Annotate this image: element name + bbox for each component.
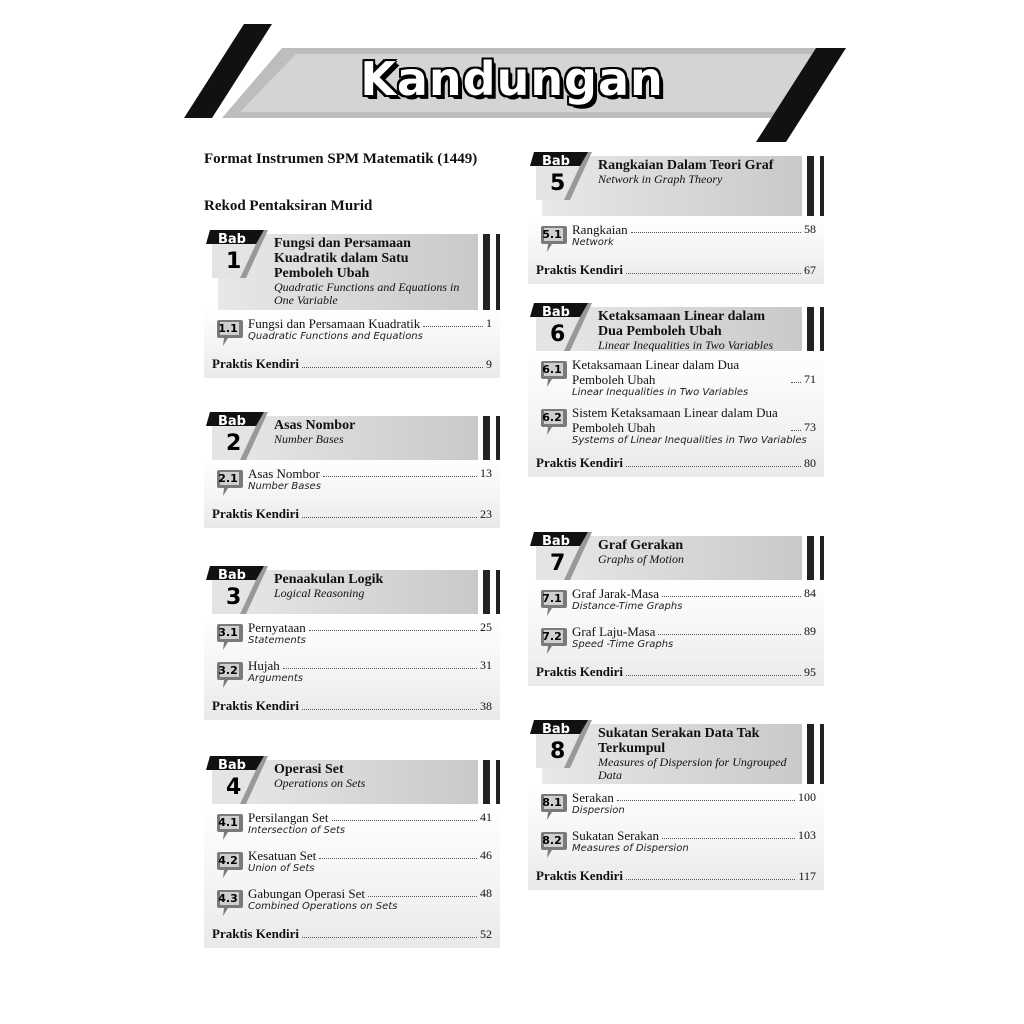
section-number: 8.1 bbox=[542, 796, 562, 809]
chapter-header bbox=[528, 532, 824, 580]
leader-dots bbox=[626, 879, 795, 880]
chapter-2 bbox=[204, 412, 500, 528]
leader-dots bbox=[302, 937, 477, 938]
chapter-8 bbox=[528, 720, 824, 890]
page-number: 84 bbox=[804, 586, 816, 600]
bab-badge bbox=[206, 756, 264, 804]
chapter-header bbox=[204, 230, 500, 310]
chapter-body bbox=[528, 784, 824, 890]
chapter-subtitle: Graphs of Motion bbox=[598, 552, 685, 566]
chapter-body bbox=[204, 614, 500, 720]
section-number: 4.1 bbox=[218, 816, 238, 829]
bab-badge bbox=[206, 230, 264, 278]
chapter-subtitle: Quadratic Functions and Equations in One Variable bbox=[274, 280, 460, 307]
section-number: 4.3 bbox=[218, 892, 238, 905]
bab-badge bbox=[530, 152, 588, 200]
praktis-kendiri-item[interactable] bbox=[536, 260, 816, 280]
chapter-number: 5 bbox=[550, 171, 566, 196]
bab-label: Bab bbox=[218, 568, 246, 583]
section-title: Graf Laju-Masa bbox=[572, 624, 656, 639]
leader-dots bbox=[662, 596, 801, 597]
chapter-subtitle: Number Bases bbox=[274, 432, 344, 446]
chapter-header bbox=[204, 566, 500, 614]
section-item[interactable] bbox=[536, 828, 816, 860]
praktis-kendiri-item[interactable] bbox=[212, 354, 492, 374]
section-item[interactable] bbox=[212, 316, 492, 348]
section-title: Sukatan Serakan bbox=[572, 828, 660, 843]
section-subtitle: Measures of Dispersion bbox=[572, 843, 689, 854]
chapter-header bbox=[528, 720, 824, 784]
chapter-title: Rangkaian Dalam Teori Graf Network in Graph Theory bbox=[598, 158, 788, 186]
section-subtitle: Quadratic Functions and Equations bbox=[248, 331, 423, 342]
chapter-title: Graf Gerakan Graphs of Motion bbox=[598, 538, 788, 566]
section-item[interactable] bbox=[212, 658, 492, 690]
chapter-header bbox=[528, 303, 824, 351]
bab-badge bbox=[206, 566, 264, 614]
section-title: Ketaksamaan Linear dalam Dua Pemboleh Ubah bbox=[572, 357, 740, 387]
section-number: 2.1 bbox=[218, 472, 238, 485]
praktis-kendiri-item[interactable] bbox=[212, 696, 492, 716]
chapter-subtitle: Logical Reasoning bbox=[274, 586, 365, 600]
section-number: 6.1 bbox=[542, 363, 562, 376]
section-subtitle: Combined Operations on Sets bbox=[248, 901, 398, 912]
chapter-title: Asas Nombor Number Bases bbox=[274, 418, 464, 446]
section-item[interactable] bbox=[212, 886, 492, 918]
section-item[interactable] bbox=[212, 620, 492, 652]
page-number: 103 bbox=[798, 828, 816, 842]
praktis-label: Praktis Kendiri bbox=[212, 506, 300, 521]
section-title: Persilangan Set bbox=[248, 810, 329, 825]
section-number: 7.1 bbox=[542, 592, 562, 605]
leader-dots bbox=[631, 232, 801, 233]
section-subtitle: Systems of Linear Inequalities in Two Variables bbox=[572, 435, 807, 446]
section-number: 8.2 bbox=[542, 834, 562, 847]
leader-dots bbox=[368, 896, 477, 897]
praktis-kendiri-item[interactable] bbox=[212, 924, 492, 944]
leader-dots bbox=[319, 858, 477, 859]
chapter-number: 7 bbox=[550, 551, 566, 576]
chapter-header bbox=[528, 152, 824, 216]
page-number: 58 bbox=[804, 222, 816, 236]
section-title: Pernyataan bbox=[248, 620, 306, 635]
chapter-7 bbox=[528, 532, 824, 686]
chapter-number: 3 bbox=[226, 585, 242, 610]
section-subtitle: Number Bases bbox=[248, 481, 321, 492]
praktis-kendiri-item[interactable] bbox=[536, 866, 816, 886]
page-number: 38 bbox=[480, 699, 492, 713]
chapter-title: Operasi Set Operations on Sets bbox=[274, 762, 464, 790]
section-number: 3.1 bbox=[218, 626, 238, 639]
praktis-label: Praktis Kendiri bbox=[536, 455, 624, 470]
praktis-label: Praktis Kendiri bbox=[212, 926, 300, 941]
chapter-body bbox=[528, 216, 824, 284]
leader-dots bbox=[302, 709, 477, 710]
chapter-number: 8 bbox=[550, 739, 566, 764]
chapter-header bbox=[204, 412, 500, 460]
page-number: 80 bbox=[804, 456, 816, 470]
page-number: 73 bbox=[804, 420, 816, 434]
bab-label: Bab bbox=[218, 232, 246, 247]
bab-label: Bab bbox=[542, 722, 570, 737]
chapter-number: 6 bbox=[550, 322, 566, 347]
page-number: 71 bbox=[804, 372, 816, 386]
page-number: 13 bbox=[480, 466, 492, 480]
section-title: Sistem Ketaksamaan Linear dalam Dua Pemboleh Ubah bbox=[572, 405, 778, 435]
section-item[interactable] bbox=[212, 848, 492, 880]
section-item[interactable] bbox=[536, 624, 816, 656]
section-item[interactable] bbox=[536, 222, 816, 254]
chapter-4 bbox=[204, 756, 500, 948]
section-subtitle: Statements bbox=[248, 635, 306, 646]
section-item[interactable] bbox=[536, 357, 816, 399]
section-title: Gabungan Operasi Set bbox=[248, 886, 365, 901]
bab-label: Bab bbox=[218, 414, 246, 429]
leader-dots bbox=[658, 634, 801, 635]
chapter-1 bbox=[204, 230, 500, 378]
bab-label: Bab bbox=[542, 305, 570, 320]
section-subtitle: Arguments bbox=[248, 673, 303, 684]
section-title: Fungsi dan Persamaan Kuadratik bbox=[248, 316, 421, 331]
chapter-title: Ketaksamaan Linear dalam Dua Pemboleh Ubah Linear Inequalities in Two Variables bbox=[598, 309, 788, 352]
praktis-label: Praktis Kendiri bbox=[212, 698, 300, 713]
chapter-body bbox=[204, 310, 500, 378]
section-subtitle: Speed -Time Graphs bbox=[572, 639, 674, 650]
bab-badge bbox=[530, 303, 588, 351]
leader-dots bbox=[791, 430, 801, 431]
section-subtitle: Dispersion bbox=[572, 805, 625, 816]
leader-dots bbox=[323, 476, 477, 477]
leader-dots bbox=[283, 668, 477, 669]
page-number: 48 bbox=[480, 886, 492, 900]
leader-dots bbox=[302, 367, 483, 368]
page-number: 95 bbox=[804, 665, 816, 679]
chapter-header bbox=[204, 756, 500, 804]
leader-dots bbox=[626, 273, 801, 274]
chapter-body bbox=[204, 804, 500, 948]
bab-badge bbox=[206, 412, 264, 460]
chapter-5 bbox=[528, 152, 824, 284]
section-item[interactable] bbox=[212, 810, 492, 842]
section-subtitle: Intersection of Sets bbox=[248, 825, 346, 836]
section-title: Hujah bbox=[248, 658, 280, 673]
section-subtitle: Distance-Time Graphs bbox=[572, 601, 683, 612]
praktis-kendiri-item[interactable] bbox=[536, 662, 816, 682]
section-title: Asas Nombor bbox=[248, 466, 320, 481]
leader-dots bbox=[332, 820, 477, 821]
leader-dots bbox=[662, 838, 795, 839]
section-subtitle: Union of Sets bbox=[248, 863, 315, 874]
section-title: Graf Jarak-Masa bbox=[572, 586, 659, 601]
chapter-subtitle: Operations on Sets bbox=[274, 776, 366, 790]
chapter-3 bbox=[204, 566, 500, 720]
chapter-number: 2 bbox=[226, 431, 242, 456]
chapter-6 bbox=[528, 303, 824, 477]
chapter-title: Sukatan Serakan Data Tak Terkumpul Measures of Dispersion for Ungrouped Data bbox=[598, 726, 787, 782]
chapter-subtitle: Measures of Dispersion for Ungrouped Data bbox=[598, 755, 787, 782]
chapter-subtitle: Linear Inequalities in Two Variables bbox=[598, 338, 774, 352]
section-subtitle: Linear Inequalities in Two Variables bbox=[572, 387, 749, 398]
section-number: 1.1 bbox=[218, 322, 238, 335]
leader-dots bbox=[617, 800, 795, 801]
section-item[interactable] bbox=[536, 405, 816, 447]
section-title: Serakan bbox=[572, 790, 614, 805]
section-number: 5.1 bbox=[542, 228, 562, 241]
page-number: 31 bbox=[480, 658, 492, 672]
chapter-body bbox=[204, 460, 500, 528]
leader-dots bbox=[626, 466, 801, 467]
page-number: 67 bbox=[804, 263, 816, 277]
bab-label: Bab bbox=[542, 154, 570, 169]
leader-dots bbox=[309, 630, 477, 631]
chapter-title: Fungsi dan Persamaan Kuadratik dalam Satu Pemboleh Ubah Quadratic Functions and Equations in One Variable bbox=[274, 236, 464, 307]
bab-label: Bab bbox=[218, 758, 246, 773]
section-item[interactable] bbox=[536, 586, 816, 618]
page-number: 9 bbox=[486, 357, 492, 371]
leader-dots bbox=[791, 382, 801, 383]
section-number: 7.2 bbox=[542, 630, 562, 643]
chapter-subtitle: Network in Graph Theory bbox=[598, 172, 723, 186]
chapter-body bbox=[528, 351, 824, 477]
page-number: 117 bbox=[798, 869, 816, 883]
praktis-label: Praktis Kendiri bbox=[212, 356, 300, 371]
chapter-number: 4 bbox=[226, 775, 242, 800]
section-item[interactable] bbox=[536, 790, 816, 822]
leader-dots bbox=[626, 675, 801, 676]
page-number: 89 bbox=[804, 624, 816, 638]
chapter-number: 1 bbox=[226, 249, 242, 274]
section-item[interactable] bbox=[212, 466, 492, 498]
page-number: 25 bbox=[480, 620, 492, 634]
section-number: 4.2 bbox=[218, 854, 238, 867]
page-number: 1 bbox=[486, 316, 492, 330]
bab-label: Bab bbox=[542, 534, 570, 549]
leader-dots bbox=[302, 517, 477, 518]
chapter-title: Penaakulan Logik Logical Reasoning bbox=[274, 572, 464, 600]
section-title: Rangkaian bbox=[572, 222, 628, 237]
section-title: Kesatuan Set bbox=[248, 848, 317, 863]
top-line-format: Format Instrumen SPM Matematik (1449) bbox=[204, 151, 478, 167]
leader-dots bbox=[423, 326, 483, 327]
section-number: 3.2 bbox=[218, 664, 238, 677]
praktis-kendiri-item[interactable] bbox=[536, 453, 816, 473]
praktis-kendiri-item[interactable] bbox=[212, 504, 492, 524]
top-line-rekod: Rekod Pentaksiran Murid bbox=[204, 198, 373, 214]
page-number: 100 bbox=[798, 790, 816, 804]
praktis-label: Praktis Kendiri bbox=[536, 664, 624, 679]
bab-badge bbox=[530, 532, 588, 580]
chapter-body bbox=[528, 580, 824, 686]
page-number: 23 bbox=[480, 507, 492, 521]
page-number: 46 bbox=[480, 848, 492, 862]
section-number: 6.2 bbox=[542, 411, 562, 424]
page-number: 41 bbox=[480, 810, 492, 824]
page-number: 52 bbox=[480, 927, 492, 941]
section-subtitle: Network bbox=[572, 237, 614, 248]
praktis-label: Praktis Kendiri bbox=[536, 262, 624, 277]
praktis-label: Praktis Kendiri bbox=[536, 868, 624, 883]
page-title: Kandungan bbox=[360, 52, 664, 106]
bab-badge bbox=[530, 720, 588, 768]
